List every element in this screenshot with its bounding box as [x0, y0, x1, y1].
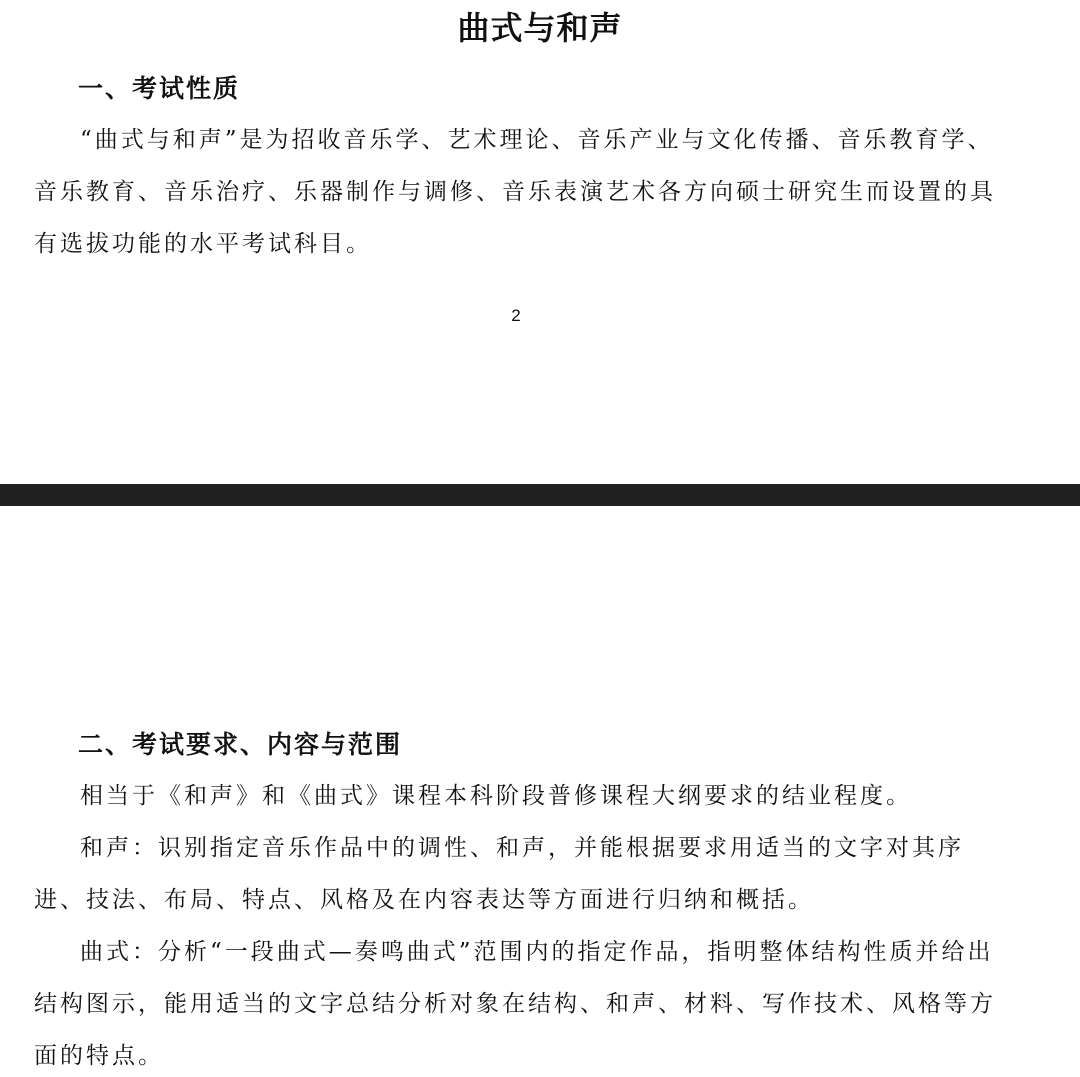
section-heading-exam-requirements: 二、考试要求、内容与范围	[78, 730, 403, 759]
paragraph-musical-form: 曲式：分析“一段曲式—奏鸣曲式”范围内的指定作品，指明整体结构性质并给出结构图示，能用适当的文字总结分析对象在结构、和声、材料、写作技术、风格等方面的特点。	[34, 939, 996, 1069]
section-heading-exam-nature: 一、考试性质	[78, 74, 241, 103]
document-page-bottom	[0, 506, 1080, 1077]
document-title: 曲式与和声	[457, 9, 623, 47]
paragraph-harmony: 和声：识别指定音乐作品中的调性、和声，并能根据要求用适当的文字对其序进、技法、布局、特点、风格及在内容表达等方面进行归纳和概括。	[34, 835, 964, 913]
paragraph-completion-level: 相当于《和声》和《曲式》课程本科阶段普修课程大纲要求的结业程度。	[80, 783, 912, 809]
paragraph-exam-nature: “曲式与和声”是为招收音乐学、艺术理论、音乐产业与文化传播、音乐教育学、音乐教育、音乐治疗、乐器制作与调修、音乐表演艺术各方向硕士研究生而设置的具有选拔功能的水平考试科目。	[34, 127, 996, 257]
document-page-top	[0, 0, 1080, 484]
page-separator	[0, 484, 1080, 506]
page-number: 2	[511, 306, 521, 325]
